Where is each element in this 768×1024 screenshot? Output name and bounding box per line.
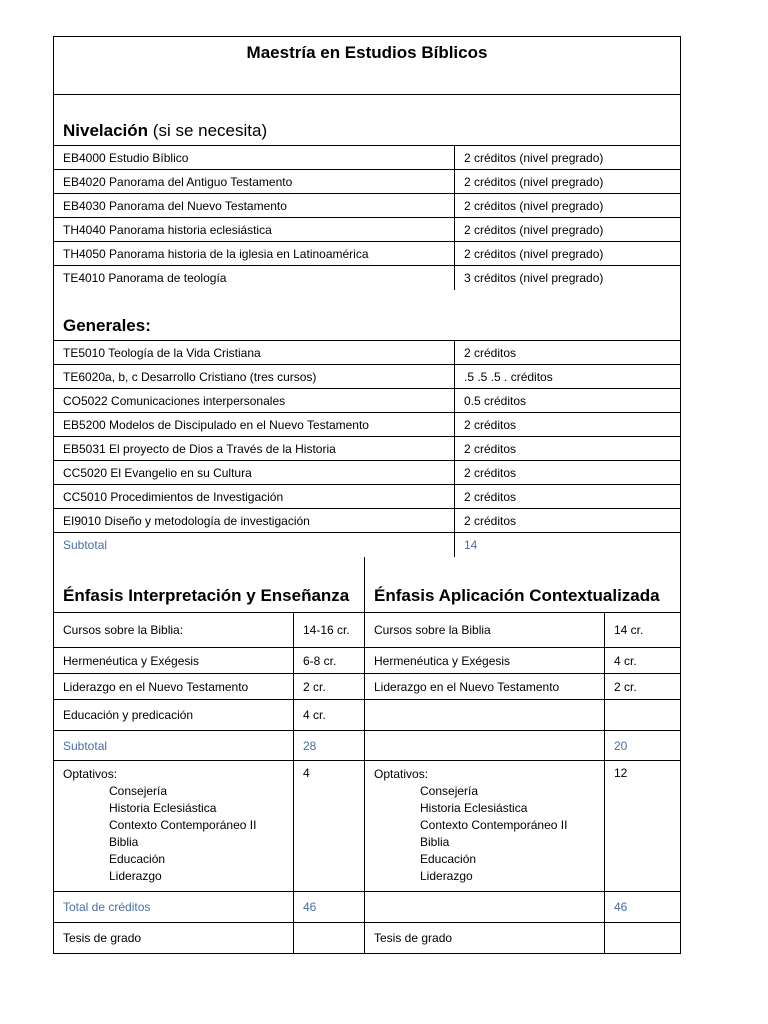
row-value: 2 cr. xyxy=(614,679,637,694)
nivelacion-heading-row xyxy=(54,95,680,146)
row-label: Liderazgo en el Nuevo Testamento xyxy=(365,674,605,699)
course-cell: EB5200 Modelos de Discipulado en el Nuevo Testamento xyxy=(54,413,455,436)
table-row xyxy=(365,700,680,731)
credits-cell: 2 créditos (nivel pregrado) xyxy=(464,222,604,237)
program-table xyxy=(53,36,681,954)
list-item: Educación xyxy=(109,852,166,866)
credits-cell: 0.5 créditos xyxy=(464,393,527,408)
credits-cell: 2 créditos (nivel pregrado) xyxy=(464,150,604,165)
credits-cell: 2 créditos xyxy=(464,513,517,528)
enfasis-section xyxy=(54,557,680,953)
credits-cell: 2 créditos (nivel pregrado) xyxy=(464,246,604,261)
optativos-row xyxy=(54,761,364,892)
list-item: Consejería xyxy=(420,784,479,798)
course-cell: TH4050 Panorama historia de la iglesia en Latinoamérica xyxy=(54,242,455,265)
subtotal-value: 28 xyxy=(303,738,317,753)
optativos-value: 4 xyxy=(303,766,310,780)
course-cell: TH4040 Panorama historia eclesiástica xyxy=(54,218,455,241)
table-row xyxy=(365,613,680,648)
list-item: Consejería xyxy=(109,784,168,798)
tesis-row xyxy=(365,923,680,953)
list-item: Historia Eclesiástica xyxy=(109,801,217,815)
table-row xyxy=(54,365,680,389)
row-value: 4 cr. xyxy=(614,653,637,668)
row-value: 6-8 cr. xyxy=(303,653,337,668)
course-cell: EB4020 Panorama del Antiguo Testamento xyxy=(54,170,455,193)
row-value: 4 cr. xyxy=(303,708,326,722)
credits-cell: 2 créditos xyxy=(464,345,517,360)
optativos-cell xyxy=(54,761,294,891)
credits-cell: 2 créditos xyxy=(464,441,517,456)
row-value xyxy=(605,700,680,730)
credits-cell: 2 créditos xyxy=(464,465,517,480)
subtotal-value: 14 xyxy=(464,538,478,552)
course-cell: CC5010 Procedimientos de Investigación xyxy=(54,485,455,508)
table-row xyxy=(54,146,680,170)
table-row xyxy=(54,170,680,194)
optativos-value: 12 xyxy=(614,766,628,780)
list-item: Educación xyxy=(420,852,477,866)
nivelacion-rows xyxy=(54,146,680,290)
course-cell: TE6020a, b, c Desarrollo Cristiano (tres cursos) xyxy=(54,365,455,388)
credits-cell: .5 .5 .5 . créditos xyxy=(464,369,553,384)
table-row xyxy=(54,509,680,533)
subtotal-label: Subtotal xyxy=(54,731,294,760)
tesis-row xyxy=(54,923,364,953)
total-label xyxy=(365,892,605,922)
table-row xyxy=(54,461,680,485)
row-label: Cursos sobre la Biblia: xyxy=(54,613,294,647)
table-row xyxy=(54,389,680,413)
total-label: Total de créditos xyxy=(54,892,294,922)
row-label: Educación y predicación xyxy=(54,700,294,730)
credits-cell: 2 créditos xyxy=(464,417,517,432)
course-cell: TE4010 Panorama de teología xyxy=(54,266,455,290)
table-row xyxy=(54,437,680,461)
list-item: Contexto Contemporáneo II xyxy=(109,818,257,832)
subtotal-row xyxy=(54,533,680,557)
enfasis-right-heading: Énfasis Aplicación Contextualizada xyxy=(365,557,680,613)
row-value: 14-16 cr. xyxy=(303,623,350,637)
tesis-label: Tesis de grado xyxy=(54,923,294,953)
subtotal-row xyxy=(365,731,680,761)
row-label: Cursos sobre la Biblia xyxy=(365,613,605,647)
enfasis-left xyxy=(54,557,365,953)
course-cell: CO5022 Comunicaciones interpersonales xyxy=(54,389,455,412)
list-item: Liderazgo xyxy=(109,869,162,883)
subtotal-value: 20 xyxy=(614,738,628,753)
table-row xyxy=(54,194,680,218)
tesis-label: Tesis de grado xyxy=(365,923,605,953)
optativos-label: Optativos: xyxy=(374,767,429,781)
generales-heading-row xyxy=(54,290,680,341)
credits-cell: 2 créditos (nivel pregrado) xyxy=(464,174,604,189)
course-cell: EI9010 Diseño y metodología de investigación xyxy=(54,509,455,532)
course-cell: CC5020 El Evangelio en su Cultura xyxy=(54,461,455,484)
subtotal-row xyxy=(54,731,364,761)
enfasis-right xyxy=(365,557,680,953)
page-title: Maestría en Estudios Bíblicos xyxy=(246,43,488,62)
table-row xyxy=(54,485,680,509)
course-cell: EB4000 Estudio Bíblico xyxy=(54,146,455,169)
row-label: Hermenéutica y Exégesis xyxy=(365,648,605,673)
row-label xyxy=(365,700,605,730)
table-row xyxy=(54,266,680,290)
table-row xyxy=(365,648,680,674)
credits-cell: 2 créditos xyxy=(464,489,517,504)
table-row xyxy=(54,648,364,674)
list-item: Biblia xyxy=(109,835,139,849)
generales-rows xyxy=(54,341,680,557)
list-item: Contexto Contemporáneo II xyxy=(420,818,568,832)
nivelacion-heading xyxy=(54,95,680,145)
course-cell: EB4030 Panorama del Nuevo Testamento xyxy=(54,194,455,217)
table-row xyxy=(54,413,680,437)
optativos-label: Optativos: xyxy=(63,767,118,781)
optativos-cell xyxy=(365,761,605,891)
subtotal-label xyxy=(365,731,605,760)
nivelacion-note: (si se necesita) xyxy=(152,121,268,140)
course-cell: TE5010 Teología de la Vida Cristiana xyxy=(54,341,455,364)
subtotal-label: Subtotal xyxy=(54,533,455,557)
list-item: Liderazgo xyxy=(420,869,473,883)
row-label: Hermenéutica y Exégesis xyxy=(54,648,294,673)
table-row xyxy=(365,674,680,700)
table-row xyxy=(54,242,680,266)
list-item: Historia Eclesiástica xyxy=(420,801,528,815)
course-cell: EB5031 El proyecto de Dios a Través de la Historia xyxy=(54,437,455,460)
total-row xyxy=(365,892,680,923)
table-row xyxy=(54,218,680,242)
optativos-row xyxy=(365,761,680,892)
title-row xyxy=(54,37,680,95)
generales-title: Generales: xyxy=(63,316,151,335)
credits-cell: 2 créditos (nivel pregrado) xyxy=(464,198,604,213)
row-value: 14 cr. xyxy=(614,623,644,637)
total-row xyxy=(54,892,364,923)
enfasis-left-heading: Énfasis Interpretación y Enseñanza xyxy=(54,557,364,613)
table-row xyxy=(54,700,364,731)
table-row xyxy=(54,613,364,648)
table-row xyxy=(54,341,680,365)
list-item: Biblia xyxy=(420,835,450,849)
total-value: 46 xyxy=(614,900,628,914)
row-value: 2 cr. xyxy=(303,679,326,694)
generales-heading xyxy=(54,290,680,340)
total-value: 46 xyxy=(303,900,317,914)
tesis-value xyxy=(605,923,680,953)
tesis-value xyxy=(294,923,312,953)
nivelacion-title: Nivelación xyxy=(63,121,149,140)
credits-cell: 3 créditos (nivel pregrado) xyxy=(464,271,604,285)
row-label: Liderazgo en el Nuevo Testamento xyxy=(54,674,294,699)
table-row xyxy=(54,674,364,700)
